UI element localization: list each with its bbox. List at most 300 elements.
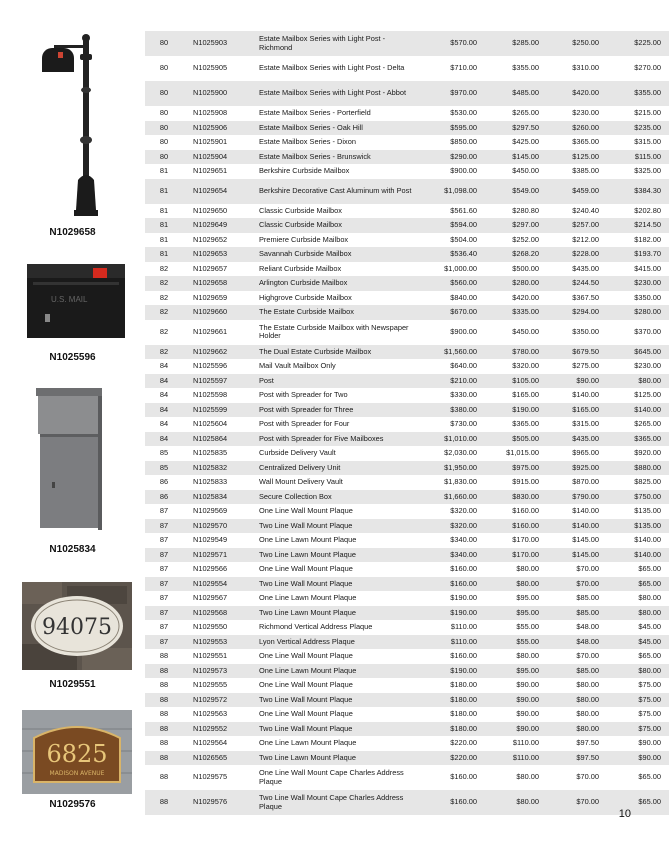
sku-cell: N1029572 <box>179 693 253 708</box>
price-cell: $2,030.00 <box>444 448 477 458</box>
sku-cell: N1029552 <box>179 722 253 737</box>
price-cell: $210.00 <box>419 374 479 389</box>
table-row <box>145 359 669 374</box>
price-cell: $385.00 <box>572 166 599 176</box>
table-row <box>145 81 669 106</box>
price-cell: $80.00 <box>479 577 541 592</box>
price-cell: $75.00 <box>601 693 669 708</box>
price-cell: $710.00 <box>450 63 477 73</box>
price-cell: $70.00 <box>541 790 601 815</box>
price-cell: $65.00 <box>601 790 669 815</box>
price-cell: $965.00 <box>572 448 599 458</box>
description-cell: Two Line Lawn Mount Plaque <box>253 548 419 563</box>
page-ref-cell: 81 <box>159 205 169 215</box>
price-cell: $80.00 <box>541 722 601 737</box>
price-cell: $265.00 <box>634 419 661 429</box>
table-row <box>145 635 669 650</box>
page-ref-cell: 80 <box>159 108 169 118</box>
price-cell: $365.00 <box>601 432 669 447</box>
price-cell: $1,010.00 <box>419 432 479 447</box>
sku-cell: N1029568 <box>179 606 253 621</box>
sku-cell: N1025604 <box>193 419 228 429</box>
page-ref-cell: 82 <box>145 276 179 291</box>
description-cell: Mail Vault Mailbox Only <box>259 361 336 371</box>
page-ref-cell: 88 <box>145 751 179 766</box>
page-ref-cell: 81 <box>145 247 179 262</box>
table-row <box>145 664 669 679</box>
page-ref-cell: 82 <box>159 292 169 302</box>
price-cell: $280.00 <box>601 305 669 320</box>
price-cell: $435.00 <box>541 432 601 447</box>
page-ref-cell: 80 <box>145 81 179 106</box>
price-cell: $145.00 <box>479 150 541 165</box>
bronze-plaque-image <box>22 710 132 794</box>
page-ref-cell: 84 <box>145 374 179 389</box>
description-cell: Two Line Wall Mount Cape Charles Address Plaque <box>253 790 419 815</box>
price-cell: $1,560.00 <box>419 345 479 360</box>
table-row <box>145 345 669 360</box>
page-ref-cell: 82 <box>159 263 169 273</box>
sku-cell: N1025599 <box>179 403 253 418</box>
page-ref-cell: 88 <box>145 790 179 815</box>
page-ref-cell: 87 <box>159 506 169 516</box>
sku-cell: N1025598 <box>193 390 228 400</box>
table-row <box>145 247 669 262</box>
price-cell: $75.00 <box>638 709 661 719</box>
price-cell: $315.00 <box>634 137 661 147</box>
description-cell: Estate Mailbox Series with Light Post - Abbot <box>253 81 419 106</box>
table-row <box>145 31 669 56</box>
description-cell: Reliant Curbside Mailbox <box>259 263 342 273</box>
page-ref-cell: 88 <box>145 664 179 679</box>
table-row <box>145 490 669 505</box>
description-cell: Classic Curbside Mailbox <box>259 205 342 215</box>
price-cell: $160.00 <box>419 577 479 592</box>
price-cell: $70.00 <box>576 772 599 782</box>
product-block <box>0 30 145 245</box>
price-cell: $80.00 <box>479 790 541 815</box>
sku-cell: N1029658 <box>179 276 253 291</box>
page-ref-cell: 88 <box>159 772 169 782</box>
price-cell: $900.00 <box>450 166 477 176</box>
table-row <box>145 707 669 722</box>
sku-cell: N1029651 <box>193 166 228 176</box>
price-cell: $830.00 <box>479 490 541 505</box>
description-cell: Estate Mailbox Series - Brunswick <box>253 150 419 165</box>
price-cell: $425.00 <box>512 137 539 147</box>
description-cell: Post with Spreader for Two <box>259 390 348 400</box>
table-row <box>145 751 669 766</box>
page-ref-cell: 81 <box>145 218 179 233</box>
price-cell: $90.00 <box>516 680 539 690</box>
description-cell: Post with Spreader for Five Mailboxes <box>253 432 419 447</box>
price-cell: $97.50 <box>541 751 601 766</box>
page-ref-cell: 87 <box>145 635 179 650</box>
price-cell: $780.00 <box>479 345 541 360</box>
price-cell: $355.00 <box>601 81 669 106</box>
description-cell: The Dual Estate Curbside Mailbox <box>253 345 419 360</box>
description-cell: Premiere Curbside Mailbox <box>259 234 349 244</box>
sku-cell: N1029551 <box>193 651 228 661</box>
table-row <box>145 374 669 389</box>
price-cell: $536.40 <box>419 247 479 262</box>
price-cell: $145.00 <box>572 535 599 545</box>
price-cell: $190.00 <box>450 593 477 603</box>
price-cell: $1,660.00 <box>419 490 479 505</box>
post-mailbox-image <box>36 30 102 220</box>
description-cell: Richmond Vertical Address Plaque <box>259 622 373 632</box>
price-cell: $790.00 <box>541 490 601 505</box>
description-cell: Berkshire Curbside Mailbox <box>259 166 350 176</box>
price-cell: $310.00 <box>572 63 599 73</box>
price-cell: $212.00 <box>572 234 599 244</box>
description-cell: Two Line Wall Mount Plaque <box>253 519 419 534</box>
table-row <box>145 591 669 606</box>
table-row <box>145 461 669 476</box>
page-ref-cell: 80 <box>159 137 169 147</box>
description-cell: Two Line Lawn Mount Plaque <box>253 606 419 621</box>
price-cell: $530.00 <box>450 108 477 118</box>
price-cell: $80.00 <box>516 564 539 574</box>
description-cell: Two Line Wall Mount Plaque <box>253 722 419 737</box>
price-cell: $595.00 <box>419 121 479 136</box>
page-ref-cell: 86 <box>145 490 179 505</box>
description-cell: One Line Lawn Mount Plaque <box>259 593 357 603</box>
page-ref-cell: 88 <box>145 693 179 708</box>
page-ref-cell: 88 <box>159 738 169 748</box>
description-cell: One Line Lawn Mount Plaque <box>259 738 357 748</box>
price-cell: $70.00 <box>576 564 599 574</box>
table-row <box>145 722 669 737</box>
price-cell: $190.00 <box>479 403 541 418</box>
product-sku-caption: N1025596 <box>49 352 96 363</box>
sku-cell: N1029575 <box>193 772 228 782</box>
price-cell: $435.00 <box>572 263 599 273</box>
product-block <box>0 582 145 692</box>
page-ref-cell: 82 <box>145 345 179 360</box>
description-cell: Two Line Wall Mount Plaque <box>253 577 419 592</box>
price-cell: $505.00 <box>479 432 541 447</box>
description-cell: Arlington Curbside Mailbox <box>253 276 419 291</box>
sku-cell: N1025903 <box>179 31 253 56</box>
price-cell: $110.00 <box>479 751 541 766</box>
table-row <box>145 606 669 621</box>
price-cell: $170.00 <box>479 548 541 563</box>
price-cell: $230.00 <box>601 276 669 291</box>
price-cell: $257.00 <box>541 218 601 233</box>
price-cell: $1,830.00 <box>444 477 477 487</box>
price-cell: $230.00 <box>634 361 661 371</box>
price-cell: $90.00 <box>479 722 541 737</box>
price-cell: $500.00 <box>512 263 539 273</box>
table-row <box>145 765 669 790</box>
price-cell: $160.00 <box>450 772 477 782</box>
sku-cell: N1029554 <box>179 577 253 592</box>
sku-cell: N1029652 <box>193 234 228 244</box>
price-cell: $1,950.00 <box>419 461 479 476</box>
price-cell: $330.00 <box>450 390 477 400</box>
table-row <box>145 562 669 577</box>
price-cell: $80.00 <box>516 772 539 782</box>
price-cell: $915.00 <box>512 477 539 487</box>
page-ref-cell: 82 <box>159 326 169 336</box>
price-cell: $97.50 <box>576 738 599 748</box>
price-cell: $80.00 <box>601 374 669 389</box>
sku-cell: N1029653 <box>179 247 253 262</box>
price-cell: $80.00 <box>638 593 661 603</box>
price-cell: $325.00 <box>634 166 661 176</box>
price-cell: $135.00 <box>601 519 669 534</box>
page-ref-cell: 88 <box>159 680 169 690</box>
price-cell: $228.00 <box>541 247 601 262</box>
page-ref-cell: 87 <box>145 548 179 563</box>
price-cell: $160.00 <box>450 564 477 574</box>
price-cell: $294.00 <box>541 305 601 320</box>
sku-cell: N1025905 <box>193 63 228 73</box>
description-cell: The Estate Curbside Mailbox with Newspaper Holder <box>259 322 409 340</box>
price-cell: $202.80 <box>634 205 661 215</box>
price-cell: $95.00 <box>479 606 541 621</box>
product-block <box>0 258 145 368</box>
price-cell: $90.00 <box>541 374 601 389</box>
price-cell: $297.50 <box>479 121 541 136</box>
price-cell: $250.00 <box>541 31 601 56</box>
page-ref-cell: 88 <box>145 722 179 737</box>
price-cell: $870.00 <box>572 477 599 487</box>
table-row <box>145 56 669 81</box>
page-ref-cell: 87 <box>145 577 179 592</box>
sku-cell: N1029555 <box>193 680 228 690</box>
price-cell: $90.00 <box>638 738 661 748</box>
sku-cell: N1029570 <box>179 519 253 534</box>
sku-cell: N1029550 <box>193 622 228 632</box>
price-cell: $450.00 <box>512 166 539 176</box>
table-row <box>145 121 669 136</box>
price-cell: $252.00 <box>512 234 539 244</box>
price-cell: $165.00 <box>512 390 539 400</box>
sku-cell: N1029659 <box>193 292 228 302</box>
price-cell: $165.00 <box>541 403 601 418</box>
page-ref-cell: 85 <box>159 448 169 458</box>
price-cell: $55.00 <box>516 622 539 632</box>
sku-cell: N1026565 <box>179 751 253 766</box>
product-sidebar <box>0 0 145 845</box>
price-cell: $90.00 <box>479 693 541 708</box>
table-row <box>145 577 669 592</box>
price-cell: $561.60 <box>450 205 477 215</box>
price-cell: $70.00 <box>576 651 599 661</box>
price-cell: $45.00 <box>601 635 669 650</box>
price-cell: $679.50 <box>541 345 601 360</box>
price-cell: $384.30 <box>601 179 669 204</box>
description-cell: Estate Mailbox Series - Oak Hill <box>253 121 419 136</box>
page-ref-cell: 84 <box>159 419 169 429</box>
price-cell: $48.00 <box>576 622 599 632</box>
price-cell: $215.00 <box>634 108 661 118</box>
sku-cell: N1025908 <box>193 108 228 118</box>
product-block <box>0 710 145 820</box>
price-cell: $280.00 <box>479 276 541 291</box>
price-cell: $920.00 <box>634 448 661 458</box>
plaque-number-text: 6825 <box>46 740 108 768</box>
sku-cell: N1029657 <box>193 263 228 273</box>
page-ref-cell: 80 <box>159 63 169 73</box>
price-cell: $750.00 <box>601 490 669 505</box>
table-row <box>145 678 669 693</box>
sku-cell: N1025832 <box>179 461 253 476</box>
price-cell: $450.00 <box>512 326 539 336</box>
sku-cell: N1025834 <box>179 490 253 505</box>
description-cell: Curbside Delivery Vault <box>259 448 336 458</box>
table-row <box>145 135 669 150</box>
price-cell: $240.40 <box>572 205 599 215</box>
price-cell: $182.00 <box>634 234 661 244</box>
table-row <box>145 305 669 320</box>
price-cell: $335.00 <box>479 305 541 320</box>
sku-cell: N1029567 <box>193 593 228 603</box>
price-cell: $380.00 <box>419 403 479 418</box>
description-cell: One Line Wall Mount Plaque <box>259 709 353 719</box>
price-cell: $970.00 <box>419 81 479 106</box>
price-cell: $415.00 <box>634 263 661 273</box>
sku-cell: N1029654 <box>179 179 253 204</box>
page-ref-cell: 84 <box>159 390 169 400</box>
price-cell: $365.00 <box>512 419 539 429</box>
price-cell: $280.80 <box>512 205 539 215</box>
price-cell: $180.00 <box>419 693 479 708</box>
price-cell: $110.00 <box>512 738 539 748</box>
price-cell: $320.00 <box>450 506 477 516</box>
sku-cell: N1029662 <box>179 345 253 360</box>
page-ref-cell: 87 <box>145 606 179 621</box>
description-cell: One Line Wall Mount Cape Charles Address Plaque <box>259 768 404 786</box>
price-cell: $825.00 <box>634 477 661 487</box>
description-cell: Estate Mailbox Series - Dixon <box>259 137 356 147</box>
description-cell: Classic Curbside Mailbox <box>253 218 419 233</box>
price-cell: $850.00 <box>450 137 477 147</box>
page-number: 10 <box>618 808 631 820</box>
description-cell: Estate Mailbox Series - Porterfield <box>259 108 371 118</box>
sku-cell: N1029564 <box>193 738 228 748</box>
page-ref-cell: 80 <box>145 31 179 56</box>
price-cell: $95.00 <box>516 593 539 603</box>
sku-cell: N1029549 <box>193 535 228 545</box>
page-ref-cell: 85 <box>145 461 179 476</box>
description-cell: One Line Wall Mount Plaque <box>259 680 353 690</box>
price-cell: $730.00 <box>450 419 477 429</box>
price-cell: $880.00 <box>601 461 669 476</box>
price-cell: $65.00 <box>601 577 669 592</box>
price-cell: $214.50 <box>601 218 669 233</box>
price-cell: $235.00 <box>601 121 669 136</box>
price-cell: $65.00 <box>638 651 661 661</box>
page-ref-cell: 82 <box>145 305 179 320</box>
price-cell: $140.00 <box>601 548 669 563</box>
price-cell: $225.00 <box>601 31 669 56</box>
price-cell: $640.00 <box>450 361 477 371</box>
price-cell: $645.00 <box>601 345 669 360</box>
price-cell: $355.00 <box>512 63 539 73</box>
price-cell: $75.00 <box>638 680 661 690</box>
price-cell: $270.00 <box>634 63 661 73</box>
page-ref-cell: 87 <box>159 535 169 545</box>
price-cell: $315.00 <box>572 419 599 429</box>
price-cell: $85.00 <box>541 606 601 621</box>
table-row <box>145 736 669 751</box>
page-ref-cell: 81 <box>159 166 169 176</box>
page-ref-cell: 87 <box>145 519 179 534</box>
price-cell: $350.00 <box>634 292 661 302</box>
sku-cell: N1029649 <box>179 218 253 233</box>
table-row <box>145 262 669 277</box>
price-cell: $45.00 <box>638 622 661 632</box>
product-sku-caption: N1025834 <box>49 544 96 555</box>
price-cell: $160.00 <box>479 519 541 534</box>
sku-cell: N1025835 <box>193 448 228 458</box>
sku-cell: N1025900 <box>179 81 253 106</box>
price-cell: $80.00 <box>576 680 599 690</box>
price-cell: $125.00 <box>541 150 601 165</box>
description-cell: Highgrove Curbside Mailbox <box>259 292 352 302</box>
price-cell: $75.00 <box>601 722 669 737</box>
description-cell: One Line Wall Mount Plaque <box>259 564 353 574</box>
table-row <box>145 320 669 345</box>
price-cell: $90.00 <box>516 709 539 719</box>
page-ref-cell: 87 <box>159 593 169 603</box>
price-cell: $320.00 <box>512 361 539 371</box>
table-row <box>145 388 669 403</box>
price-cell: $925.00 <box>541 461 601 476</box>
sku-cell: N1029573 <box>179 664 253 679</box>
table-row <box>145 504 669 519</box>
price-cell: $160.00 <box>419 790 479 815</box>
price-cell: $145.00 <box>541 548 601 563</box>
table-row <box>145 519 669 534</box>
sku-cell: N1029661 <box>193 326 228 336</box>
table-row <box>145 417 669 432</box>
description-cell: One Line Wall Mount Plaque <box>259 651 353 661</box>
description-cell: Two Line Lawn Mount Plaque <box>253 751 419 766</box>
price-cell: $340.00 <box>450 535 477 545</box>
page-ref-cell: 88 <box>159 651 169 661</box>
price-cell: $350.00 <box>572 326 599 336</box>
sku-cell: N1025833 <box>193 477 228 487</box>
price-cell: $70.00 <box>541 577 601 592</box>
price-cell: $1,098.00 <box>419 179 479 204</box>
page-ref-cell: 84 <box>159 361 169 371</box>
oval-plaque-image <box>22 582 132 670</box>
description-cell: One Line Lawn Mount Plaque <box>259 535 357 545</box>
description-cell: Savannah Curbside Mailbox <box>253 247 419 262</box>
description-cell: Post <box>253 374 419 389</box>
vault-label-text: U.S. MAIL <box>51 295 88 304</box>
sku-cell: N1029660 <box>179 305 253 320</box>
price-cell: $90.00 <box>601 751 669 766</box>
table-row <box>145 403 669 418</box>
price-cell: $135.00 <box>634 506 661 516</box>
price-cell: $180.00 <box>419 722 479 737</box>
price-cell: $340.00 <box>419 548 479 563</box>
price-cell: $420.00 <box>541 81 601 106</box>
price-cell: $297.00 <box>479 218 541 233</box>
table-row <box>145 548 669 563</box>
price-cell: $140.00 <box>572 506 599 516</box>
description-cell: Lyon Vertical Address Plaque <box>253 635 419 650</box>
price-cell: $594.00 <box>419 218 479 233</box>
table-row <box>145 106 669 121</box>
table-row <box>145 179 669 204</box>
plaque-number-text: 94075 <box>42 615 112 640</box>
